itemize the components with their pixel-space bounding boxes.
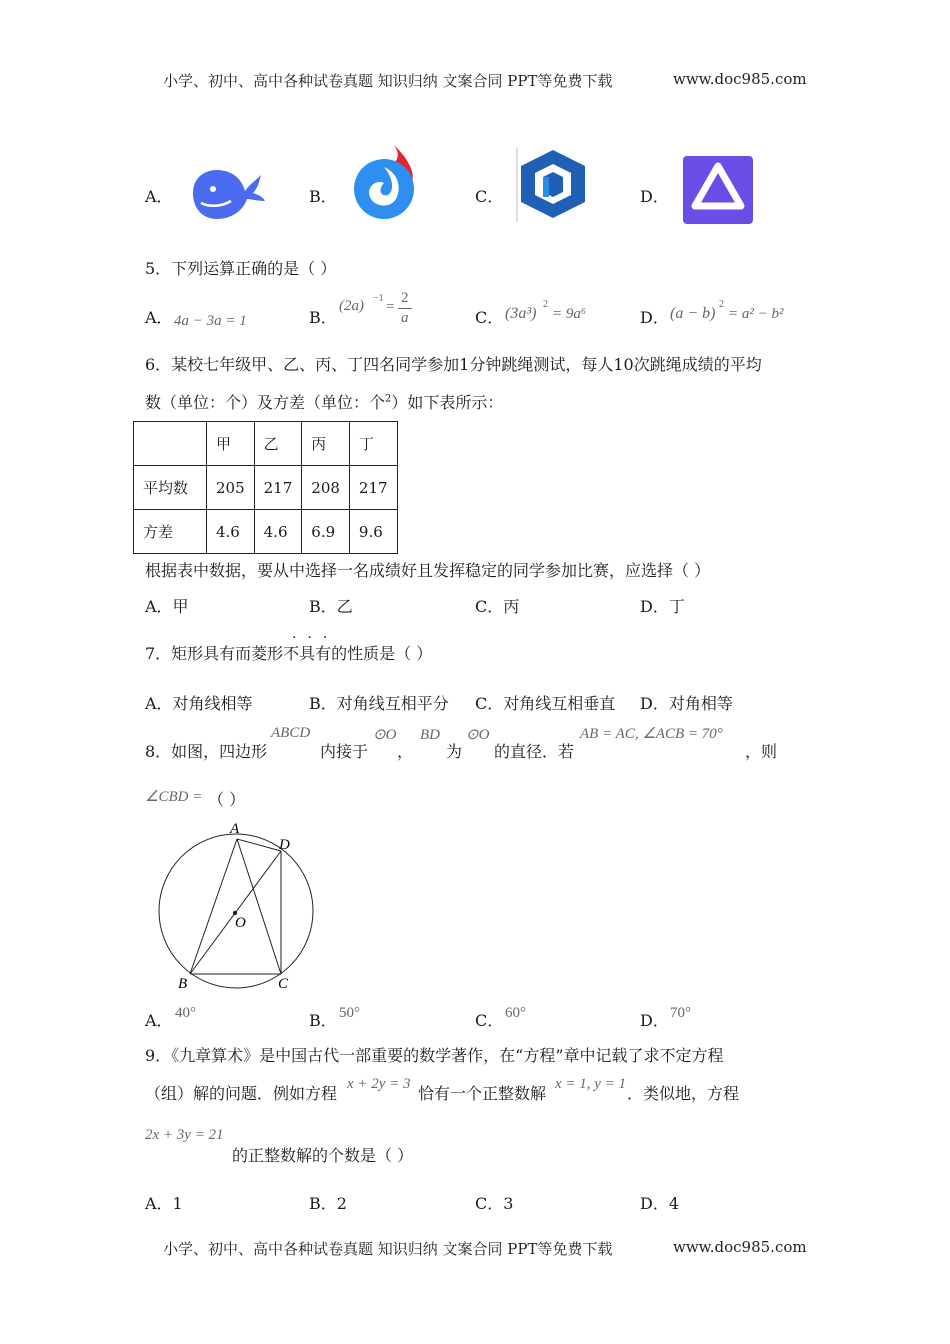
q8-math-circle-o-1: ⊙O — [373, 727, 397, 743]
q5-stem: 5．下列运算正确的是（ ） — [145, 259, 337, 278]
q6-question: 根据表中数据，要从中选择一名成绩好且发挥稳定的同学参加比赛，应选择（ ） — [145, 561, 711, 580]
stats-table — [133, 421, 398, 554]
q5-option-b-label: B． — [309, 308, 337, 327]
q7-option-b: B．对角线互相平分 — [309, 694, 449, 713]
q7-stem: 7．矩形具有而菱形不具有的性质是（ ） — [145, 644, 433, 663]
table-row — [134, 466, 398, 510]
label-o: O — [235, 915, 246, 931]
q8-text-paren: （ ） — [208, 790, 246, 809]
q8-option-c-value: 60° — [505, 1005, 526, 1021]
q8-text-is: 为 — [446, 742, 463, 761]
q9-option-a: A．1 — [145, 1194, 183, 1213]
q9-stem-line2-a: （组）解的问题．例如方程 — [145, 1084, 338, 1103]
q8-text-comma: ， — [397, 742, 414, 761]
table-header-cell: 甲 — [207, 422, 255, 466]
segment-ab — [190, 839, 237, 974]
q5-option-d-base: (a − b) — [670, 305, 716, 322]
table-header-cell: 丙 — [302, 422, 350, 466]
q6-stem-line2-a: 数（单位：个）及方差（单位：个 — [145, 393, 386, 412]
q9-solution: x = 1, y = 1 — [555, 1076, 627, 1092]
segment-ad — [237, 839, 281, 851]
table-header-row — [134, 422, 398, 466]
q9-option-b: B．2 — [309, 1194, 347, 1213]
purple-knot-logo — [683, 156, 753, 224]
q6-stem-line2-sup: 2 — [385, 393, 392, 405]
q5-option-b-fraction-bar — [398, 308, 412, 309]
q9-option-c: C．3 — [475, 1194, 514, 1213]
q8-text-then: ，则 — [745, 742, 778, 761]
q5-option-c-label: C． — [475, 308, 504, 327]
page-header-url: www.doc985.com — [673, 70, 807, 88]
q6-stem-line2-b: ）如下表所示： — [391, 393, 504, 412]
q7-option-d: D．对角相等 — [640, 694, 733, 713]
q4-option-a-label: A． — [145, 187, 173, 206]
q8-stem-prefix: 8．如图，四边形 — [145, 742, 268, 761]
q7-option-c: C．对角线互相垂直 — [475, 694, 616, 713]
q9-stem-line3: 的正整数解的个数是（ ） — [232, 1146, 414, 1165]
q5-option-b-base: (2a) — [339, 298, 364, 314]
q6-stem-line2 — [145, 390, 503, 413]
table-cell: 217 — [349, 466, 397, 510]
table-row — [134, 510, 398, 554]
q8-option-c-label: C． — [475, 1011, 504, 1030]
q8-option-a-label: A． — [145, 1011, 173, 1030]
q9-equation-2: 2x + 3y = 21 — [145, 1127, 224, 1143]
table-header-cell: 丁 — [349, 422, 397, 466]
table-header-cell — [134, 422, 207, 466]
q5-option-a-expr: 4a − 3a = 1 — [174, 313, 247, 329]
q8-text-inscribed: 内接于 — [320, 742, 369, 761]
q6-option-b: B．乙 — [309, 597, 353, 616]
emphasis-dots: ··· — [292, 630, 339, 646]
q6-option-a: A．甲 — [145, 597, 189, 616]
label-a: A — [230, 821, 240, 837]
table-cell: 4.6 — [254, 510, 302, 554]
q8-math-abcd: ABCD — [271, 725, 311, 741]
q8-option-a-value: 40° — [175, 1005, 196, 1021]
page-footer-text: 小学、初中、高中各种试卷真题 知识归纳 文案合同 PPT等免费下载 — [163, 1240, 613, 1258]
q6-stem-line1: 6．某校七年级甲、乙、丙、丁四名同学参加1分钟跳绳测试，每人10次跳绳成绩的平均 — [145, 355, 762, 374]
q9-stem-line2-c: ．类似地，方程 — [627, 1084, 740, 1103]
q5-option-d-exp: 2 — [719, 299, 724, 310]
q8-option-d-label: D． — [640, 1011, 669, 1030]
q8-math-bd: BD — [420, 727, 440, 743]
label-b: B — [178, 976, 188, 992]
q5-option-a-label: A． — [145, 308, 173, 327]
page-footer-url: www.doc985.com — [673, 1238, 807, 1256]
q4-option-c-label: C． — [475, 187, 504, 206]
q9-option-d: D．4 — [640, 1194, 680, 1213]
q8-option-b-value: 50° — [339, 1005, 360, 1021]
q9-stem-line2-b: 恰有一个正整数解 — [418, 1084, 547, 1103]
q5-option-d-rhs: = a² − b² — [728, 306, 784, 322]
table-cell: 208 — [302, 466, 350, 510]
q8-math-condition: AB = AC, ∠ACB = 70° — [580, 726, 723, 742]
table-cell: 217 — [254, 466, 302, 510]
circle-geometry-figure — [150, 818, 325, 996]
table-header-cell: 乙 — [254, 422, 302, 466]
table-cell: 6.9 — [302, 510, 350, 554]
label-c: C — [278, 976, 289, 992]
q8-option-b-label: B． — [309, 1011, 337, 1030]
q7-option-a: A．对角线相等 — [145, 694, 253, 713]
table-cell: 205 — [207, 466, 255, 510]
flame-water-logo — [350, 143, 420, 221]
page-header-text: 小学、初中、高中各种试卷真题 知识归纳 文案合同 PPT等免费下载 — [163, 72, 613, 90]
q9-stem-line1: 9．《九章算术》是中国古代一部重要的数学著作，在“方程”章中记载了求不定方程 — [145, 1046, 724, 1065]
table-cell: 平均数 — [134, 466, 207, 510]
q8-option-d-value: 70° — [670, 1005, 691, 1021]
table-cell: 方差 — [134, 510, 207, 554]
label-d: D — [279, 837, 290, 853]
table-cell: 4.6 — [207, 510, 255, 554]
q4-option-b-label: B． — [309, 187, 337, 206]
q8-math-angle: ∠CBD = — [145, 789, 203, 805]
q6-option-d: D．丁 — [640, 597, 685, 616]
q8-text-diameter: 的直径．若 — [494, 742, 575, 761]
q5-option-c-rhs: = 9a⁶ — [552, 306, 587, 322]
q5-option-b-denominator: a — [401, 310, 409, 326]
q9-equation-1: x + 2y = 3 — [347, 1076, 411, 1092]
q5-option-c-base: (3a³) — [505, 305, 537, 322]
q5-option-b-exp: −1 — [373, 293, 384, 304]
q5-option-b-eq: = — [386, 299, 395, 315]
q4-option-d-label: D． — [640, 187, 669, 206]
q6-option-c: C．丙 — [475, 597, 520, 616]
table-cell: 9.6 — [349, 510, 397, 554]
whale-logo — [187, 163, 269, 223]
q5-option-d-label: D． — [640, 308, 669, 327]
hexagon-cube-logo — [513, 146, 591, 222]
q5-option-c-exp: 2 — [543, 299, 548, 310]
q8-math-circle-o-2: ⊙O — [466, 727, 490, 743]
q5-option-b-numerator: 2 — [401, 290, 409, 306]
